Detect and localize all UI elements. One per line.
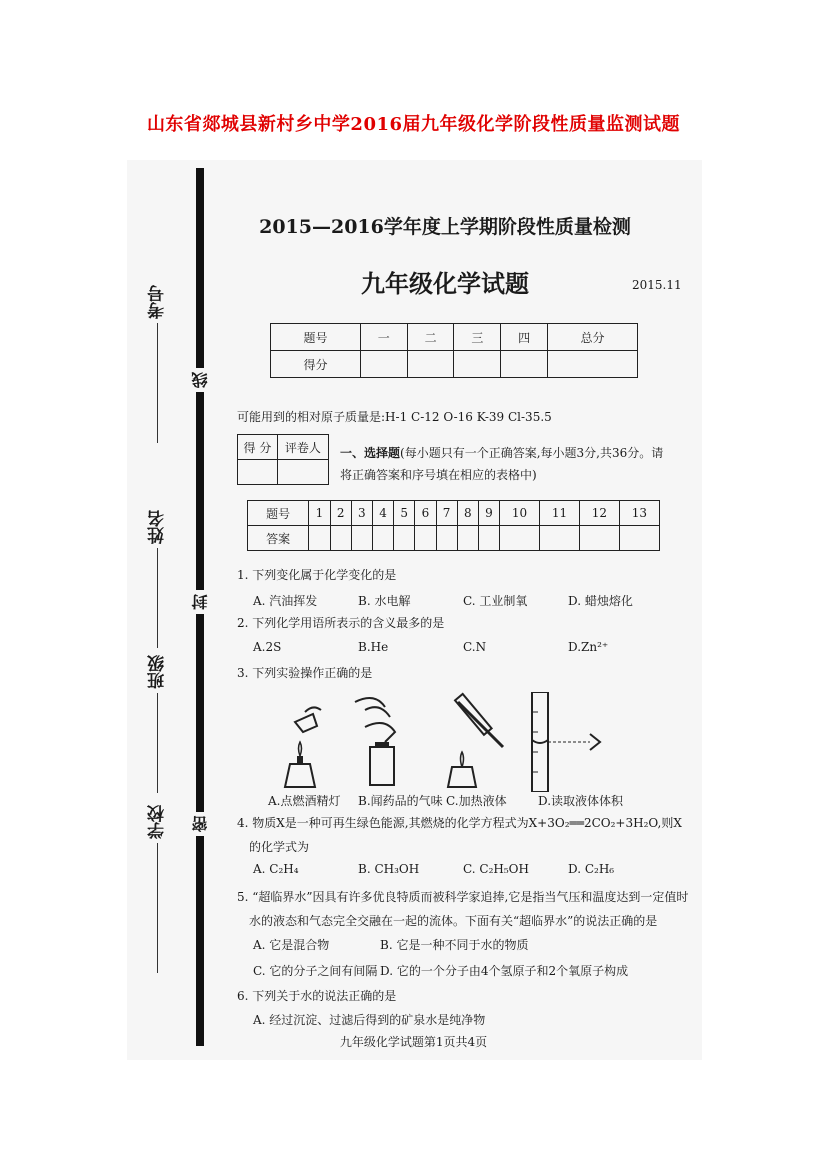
answer-input[interactable] (500, 526, 540, 551)
question-3-option-a: A.点燃酒精灯 (268, 794, 341, 808)
score-input[interactable] (454, 351, 501, 378)
exam-header-line1: 2015—2016学年度上学期阶段性质量检测 (259, 216, 631, 238)
answer-number: 2 (330, 501, 351, 526)
field-line (157, 843, 158, 973)
question-6-option-a: A. 经过沉淀、过滤后得到的矿泉水是纯净物 (253, 1013, 486, 1027)
question-2-option-c: C.N (463, 640, 487, 654)
question-3-stem: 3. 下列实验操作正确的是 (237, 666, 373, 680)
question-3-option-d: D.读取液体体积 (538, 794, 624, 808)
score-cell: 题号 (271, 324, 361, 351)
score-input[interactable] (407, 351, 454, 378)
atomic-masses: 可能用到的相对原子质量是:H-1 C-12 O-16 K-39 Cl-35.5 (237, 410, 552, 424)
answer-header-cell: 答案 (248, 526, 309, 551)
question-2-option-b: B.He (358, 640, 389, 654)
answer-number: 9 (478, 501, 499, 526)
question-4-option-c: C. C₂H₅OH (463, 862, 529, 876)
answer-number: 1 (309, 501, 330, 526)
score-cell: 得分 (271, 351, 361, 378)
question-6-stem: 6. 下列关于水的说法正确的是 (237, 989, 397, 1003)
alcohol-lamp-lighting-icon (255, 692, 345, 792)
field-line (157, 693, 158, 793)
grader-cell: 得 分 (238, 435, 278, 460)
grader-input[interactable] (277, 460, 328, 485)
field-school[interactable] (145, 805, 170, 973)
section1-desc: (每小题只有一个正确答案,每小题3分,共36分。请将正确答案和序号填在相应的表格中) (340, 446, 664, 482)
field-line (157, 548, 158, 648)
page-footer: 九年级化学试题第1页共4页 (339, 1035, 488, 1049)
score-input[interactable] (501, 351, 548, 378)
answer-number: 10 (500, 501, 540, 526)
field-label: 班级 (148, 655, 168, 689)
answer-number: 8 (457, 501, 478, 526)
answer-input[interactable] (415, 526, 436, 551)
question-2-option-d: D.Zn²⁺ (568, 640, 609, 654)
question-1-option-a: A. 汽油挥发 (253, 594, 318, 608)
question-4-option-d: D. C₂H₆ (568, 862, 615, 876)
answer-input[interactable] (330, 526, 351, 551)
question-1-option-b: B. 水电解 (358, 594, 411, 608)
field-class[interactable] (145, 655, 170, 793)
answer-header-cell: 题号 (248, 501, 309, 526)
grader-input[interactable] (238, 460, 278, 485)
score-cell: 总分 (548, 324, 638, 351)
grader-table (237, 434, 329, 485)
question-2-stem: 2. 下列化学用语所表示的含义最多的是 (237, 616, 445, 630)
section1-title: 一、选择题 (340, 446, 401, 460)
question-5-stem: 5. “超临界水”因具有许多优良特质而被科学家追捧,它是指当气压和温度达到一定值时 (237, 890, 689, 904)
question-5-option-b: B. 它是一种不同于水的物质 (380, 938, 529, 952)
answer-input[interactable] (478, 526, 499, 551)
answer-number: 6 (415, 501, 436, 526)
answer-number: 5 (394, 501, 415, 526)
question-4-stem: 4. 物质X是一种可再生绿色能源,其燃烧的化学方程式为X+3O₂══2CO₂+3H₂O,则X (237, 816, 682, 830)
score-cell: 二 (407, 324, 454, 351)
exam-header-title: 九年级化学试题 (361, 269, 529, 298)
grader-cell: 评卷人 (277, 435, 328, 460)
field-line (157, 323, 158, 443)
question-4-stem-cont: 的化学式为 (249, 840, 310, 854)
answer-number: 11 (540, 501, 580, 526)
field-label: 学校 (148, 805, 168, 839)
score-input[interactable] (548, 351, 638, 378)
answer-number: 12 (579, 501, 619, 526)
answer-input[interactable] (579, 526, 619, 551)
field-name[interactable] (145, 510, 170, 648)
answer-input[interactable] (436, 526, 457, 551)
binding-mark-mi: 密 (189, 812, 211, 836)
question-5-option-d: D. 它的一个分子由4个氢原子和2个氧原子构成 (380, 964, 629, 978)
score-cell: 三 (454, 324, 501, 351)
question-1-option-d: D. 蜡烛熔化 (568, 594, 633, 608)
answer-input[interactable] (619, 526, 659, 551)
score-table (270, 323, 638, 378)
answer-input[interactable] (394, 526, 415, 551)
answer-input[interactable] (457, 526, 478, 551)
heating-liquid-icon (428, 692, 518, 792)
answer-table (247, 500, 660, 551)
answer-number: 7 (436, 501, 457, 526)
section1-heading (340, 442, 670, 486)
binding-mark-xian: 线 (189, 368, 211, 392)
smelling-chemical-icon (345, 692, 435, 792)
answer-number: 13 (619, 501, 659, 526)
question-4-option-a: A. C₂H₄ (253, 862, 299, 876)
answer-input[interactable] (540, 526, 580, 551)
answer-input[interactable] (372, 526, 393, 551)
score-input[interactable] (360, 351, 407, 378)
field-label: 姓名 (148, 510, 168, 544)
question-3-option-b: B.闻药品的气味 (358, 794, 443, 808)
exam-date: 2015.11 (632, 278, 682, 292)
answer-input[interactable] (309, 526, 330, 551)
field-label: 考号 (148, 285, 168, 319)
reading-volume-icon (520, 692, 610, 792)
question-5-option-a: A. 它是混合物 (253, 938, 330, 952)
question-5-option-c: C. 它的分子之间有间隔 (253, 964, 378, 978)
binding-mark-feng: 封 (189, 590, 211, 614)
answer-number: 4 (372, 501, 393, 526)
answer-input[interactable] (351, 526, 372, 551)
question-3-option-c: C.加热液体 (446, 794, 507, 808)
score-cell: 一 (360, 324, 407, 351)
question-1-stem: 1. 下列变化属于化学变化的是 (237, 568, 397, 582)
question-2-option-a: A.2S (253, 640, 282, 654)
score-cell: 四 (501, 324, 548, 351)
question-5-stem-cont: 水的液态和气态完全交融在一起的流体。下面有关“超临界水”的说法正确的是 (249, 914, 658, 928)
answer-number: 3 (351, 501, 372, 526)
field-exam-number[interactable] (145, 285, 170, 443)
question-1-option-c: C. 工业制氧 (463, 594, 528, 608)
document-title: 山东省郯城县新村乡中学2016届九年级化学阶段性质量监测试题 (146, 114, 681, 135)
question-4-option-b: B. CH₃OH (358, 862, 420, 876)
